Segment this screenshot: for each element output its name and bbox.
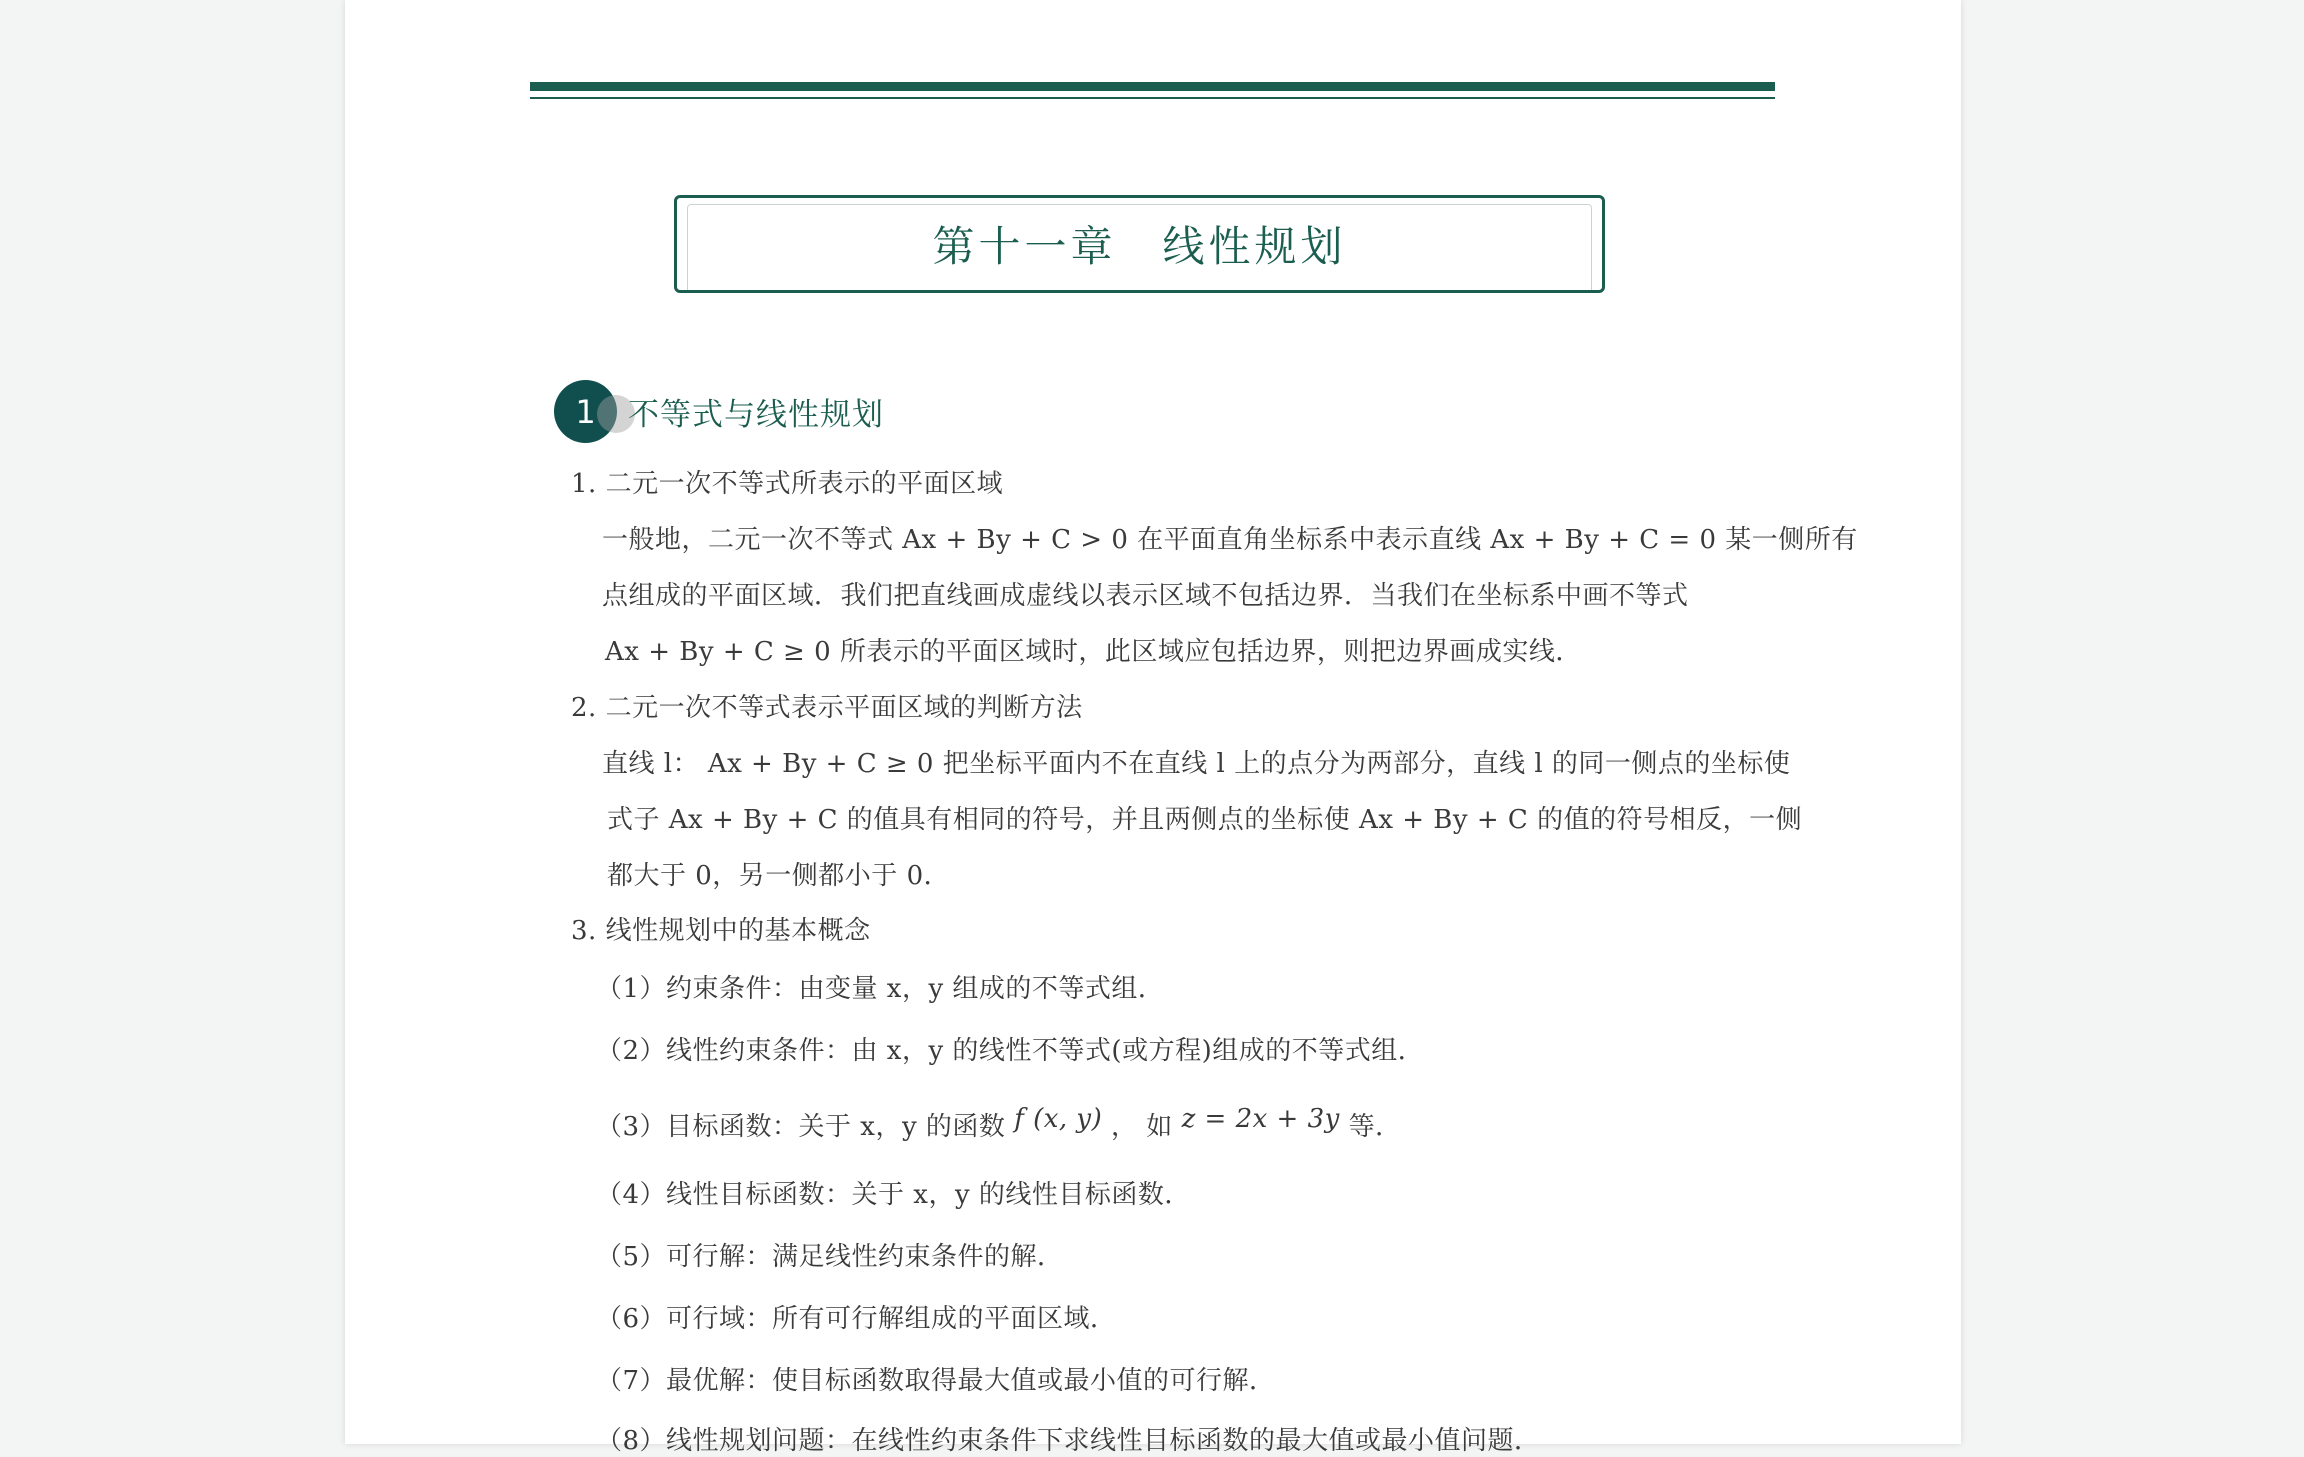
list-item: （4）线性目标函数：关于 x，y 的线性目标函数． [596,1180,1191,1210]
paragraph-line: 直线 l： Ax + By + C ≥ 0 把坐标平面内不在直线 l 上的点分为两部分，直线 l 的同一侧点的坐标使 [602,749,1791,779]
item-heading: 3. 线性规划中的基本概念 [571,916,871,946]
list-item: （2）线性约束条件：由 x，y 的线性不等式(或方程)组成的不等式组． [596,1036,1425,1066]
chapter-title: 第十一章 线性规划 [932,222,1347,271]
list-item-objective-function [596,1106,1402,1143]
example-formula: z = 2x + 3y [1181,1104,1340,1134]
list-item-suffix: 等． [1348,1112,1402,1142]
paragraph-line: 都大于 0，另一侧都小于 0． [607,861,951,891]
header-rule-thin [530,97,1775,99]
list-item: （6）可行域：所有可行解组成的平面区域． [596,1304,1117,1334]
section-title: 不等式与线性规划 [628,397,884,433]
list-item-prefix: （3）目标函数：关于 x，y 的函数 [596,1112,1006,1142]
section-number-badge: 1 [554,380,617,443]
paragraph-line: Ax + By + C ≥ 0 所表示的平面区域时，此区域应包括边界，则把边界画成实线． [605,637,1582,667]
function-notation: f (x, y) [1014,1104,1103,1134]
paragraph-line: 点组成的平面区域．我们把直线画成虚线以表示区域不包括边界．当我们在坐标系中画不等式 [602,581,1689,611]
list-item-mid: ， 如 [1111,1112,1173,1142]
list-item: （5）可行解：满足线性约束条件的解． [596,1242,1064,1272]
document-page [345,0,1961,1456]
paragraph-line: 式子 Ax + By + C 的值具有相同的符号，并且两侧点的坐标使 Ax + By + C 的值的符号相反，一侧 [607,805,1803,835]
paragraph-line: 一般地，二元一次不等式 Ax + By + C > 0 在平面直角坐标系中表示直线 Ax + By + C = 0 某一侧所有 [602,525,1858,555]
item-heading: 2. 二元一次不等式表示平面区域的判断方法 [571,693,1083,723]
list-item: （8）线性规划问题：在线性约束条件下求线性目标函数的最大值或最小值问题． [596,1426,1541,1456]
list-item: （1）约束条件：由变量 x，y 组成的不等式组． [596,974,1165,1004]
header-rule-thick [530,82,1775,91]
item-heading: 1. 二元一次不等式所表示的平面区域 [571,469,1004,499]
chapter-title-box [674,195,1605,293]
list-item: （7）最优解：使目标函数取得最大值或最小值的可行解． [596,1366,1276,1396]
